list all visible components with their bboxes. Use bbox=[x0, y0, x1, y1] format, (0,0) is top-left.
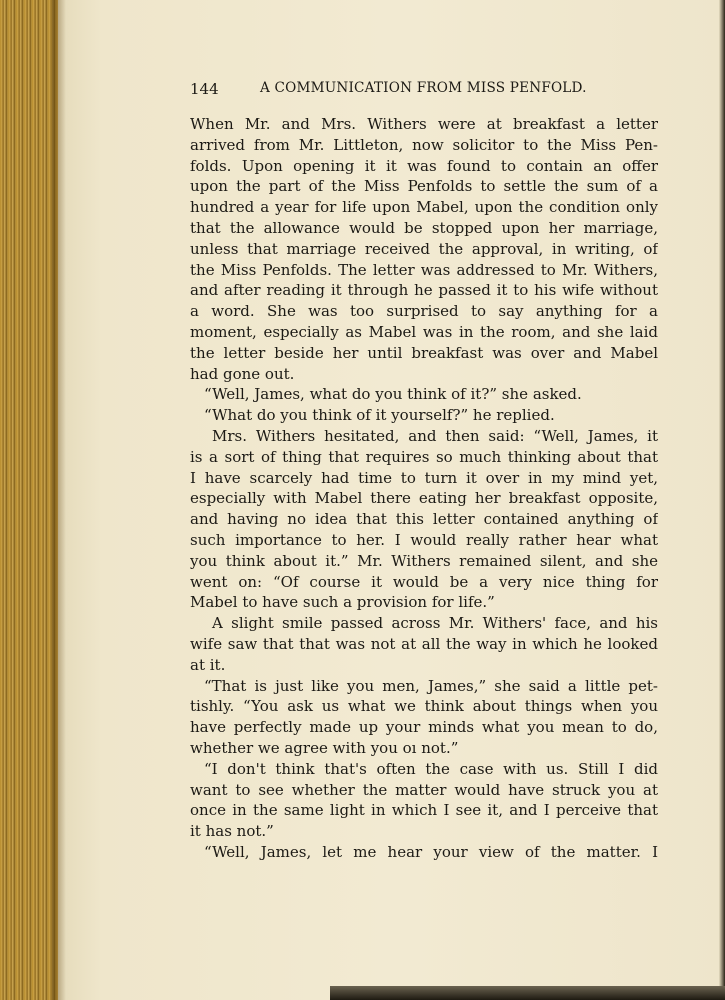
gutter-shadow bbox=[52, 0, 66, 1000]
page-number: 144 bbox=[190, 80, 219, 98]
text-line: whether we agree with you oı not.” bbox=[190, 738, 459, 757]
text-line: moment, especially as Mabel was in the room, and she laid bbox=[190, 322, 658, 341]
text-line: is a sort of thing that requires so much thinking about that bbox=[190, 447, 658, 466]
text-line: unless that marriage received the approval, in writing, of bbox=[190, 239, 658, 258]
text-line: such importance to her. I would really rather hear what bbox=[190, 530, 658, 549]
body-text bbox=[190, 114, 658, 863]
book-spine-edge bbox=[0, 0, 58, 1000]
text-line: had gone out. bbox=[190, 364, 295, 383]
text-line: “Well, James, let me hear your view of the matter. I bbox=[204, 842, 658, 861]
text-line: the letter beside her until breakfast was over and Mabel bbox=[190, 343, 658, 362]
text-line: at it. bbox=[190, 655, 226, 674]
running-title: A COMMUNICATION FROM MISS PENFOLD. bbox=[260, 80, 587, 96]
text-line: and having no idea that this letter contained anything of bbox=[190, 510, 658, 529]
text-line: upon the part of the Miss Penfolds to settle the sum of a bbox=[190, 177, 658, 196]
text-line: “What do you think of it yourself?” he replied. bbox=[204, 406, 555, 425]
text-line: especially with Mabel there eating her breakfast opposite, bbox=[190, 489, 658, 508]
text-line: folds. Upon opening it it was found to contain an offer bbox=[190, 156, 658, 175]
text-line: When Mr. and Mrs. Withers were at breakfast a letter bbox=[190, 115, 658, 133]
text-line: you think about it.” Mr. Withers remained silent, and she bbox=[190, 551, 658, 570]
text-line: it has not.” bbox=[190, 822, 274, 841]
text-line: “That is just like you men, James,” she said a little pet- bbox=[204, 676, 658, 695]
text-line: Mrs. Withers hesitated, and then said: “Well, James, it bbox=[212, 426, 658, 445]
text-line: that the allowance would be stopped upon her marriage, bbox=[190, 218, 658, 237]
text-line: the Miss Penfolds. The letter was addressed to Mr. Withers, bbox=[190, 260, 658, 279]
text-line: hundred a year for life upon Mabel, upon the condition only bbox=[190, 198, 658, 217]
text-line: arrived from Mr. Littleton, now solicitor to the Miss Pen- bbox=[190, 135, 658, 154]
text-line: have perfectly made up your minds what you mean to do, bbox=[190, 718, 658, 737]
running-header bbox=[190, 80, 660, 102]
text-line: “I don't think that's often the case with us. Still I did bbox=[204, 759, 658, 778]
text-line: and after reading it through he passed it to his wife without bbox=[190, 281, 658, 300]
text-line: tishly. “You ask us what we think about things when you bbox=[190, 697, 658, 716]
text-line: wife saw that that was not at all the way in which he looked bbox=[190, 634, 658, 653]
scan-bottom-bar bbox=[330, 986, 725, 1000]
text-line: I have scarcely had time to turn it over in my mind yet, bbox=[190, 468, 658, 487]
text-line: “Well, James, what do you think of it?” she asked. bbox=[204, 385, 582, 404]
text-line: once in the same light in which I see it, and I perceive that bbox=[190, 801, 658, 820]
text-line: want to see whether the matter would have struck you at bbox=[190, 780, 658, 799]
text-line: went on: “Of course it would be a very nice thing for bbox=[190, 572, 658, 591]
page-right-edge bbox=[719, 0, 725, 1000]
text-line: Mabel to have such a provision for life.” bbox=[190, 593, 495, 612]
text-line: A slight smile passed across Mr. Withers' face, and his bbox=[212, 614, 658, 633]
text-line: a word. She was too surprised to say anything for a bbox=[190, 302, 658, 321]
